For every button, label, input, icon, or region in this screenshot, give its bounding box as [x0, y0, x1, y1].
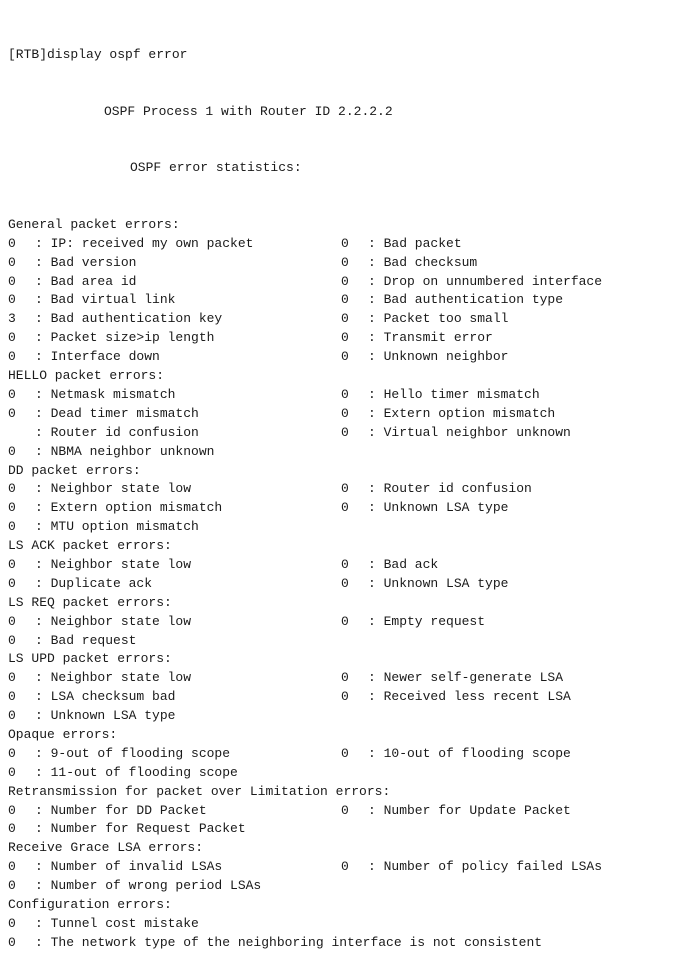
left-error-label: : Bad authentication key — [35, 311, 223, 327]
left-error-label: : Neighbor state low — [35, 613, 192, 629]
section-title: Opaque errors: — [8, 726, 118, 742]
right-error-label: : Bad ack — [368, 556, 439, 572]
error-row — [8, 707, 678, 726]
left-error-count: 0 — [8, 764, 16, 780]
error-row — [8, 291, 678, 310]
left-error-label: : Bad area id — [35, 273, 137, 289]
left-error-count: 0 — [8, 708, 16, 724]
right-error-count: 0 — [341, 575, 349, 591]
left-error-count: 0 — [8, 821, 16, 837]
error-row — [8, 254, 678, 273]
left-error-count: 0 — [8, 745, 16, 761]
error-row — [8, 424, 678, 443]
left-error-count: 0 — [8, 556, 16, 572]
right-error-label: : Empty request — [368, 613, 486, 629]
error-row — [8, 632, 678, 651]
left-error-count: 0 — [8, 330, 16, 346]
right-error-count: 0 — [341, 424, 349, 440]
error-row — [8, 745, 678, 764]
left-error-label: : Bad version — [35, 254, 137, 270]
left-error-label: : Duplicate ack — [35, 575, 153, 591]
right-error-label: : Router id confusion — [368, 481, 532, 497]
error-row — [8, 669, 678, 688]
right-error-label: : Newer self-generate LSA — [368, 670, 564, 686]
right-error-count: 0 — [341, 235, 349, 251]
error-row — [8, 329, 678, 348]
left-error-count: 0 — [8, 689, 16, 705]
section-title: LS UPD packet errors: — [8, 651, 172, 667]
left-error-count: 0 — [8, 292, 16, 308]
left-error-count: 0 — [8, 519, 16, 535]
error-row — [8, 518, 678, 537]
right-error-count: 0 — [341, 254, 349, 270]
section-title: DD packet errors: — [8, 462, 141, 478]
right-error-count: 0 — [341, 405, 349, 421]
error-row — [8, 405, 678, 424]
left-error-label: : Interface down — [35, 349, 160, 365]
section-title: Receive Grace LSA errors: — [8, 840, 204, 856]
left-error-count: 0 — [8, 405, 16, 421]
right-error-count: 0 — [341, 745, 349, 761]
section-title: General packet errors: — [8, 216, 180, 232]
right-error-count: 0 — [341, 311, 349, 327]
error-row — [8, 480, 678, 499]
left-error-label: : Neighbor state low — [35, 481, 192, 497]
right-error-count: 0 — [341, 273, 349, 289]
left-error-label: : Tunnel cost mistake — [35, 915, 199, 931]
right-error-label: : Drop on unnumbered interface — [368, 273, 603, 289]
left-error-count: 0 — [8, 349, 16, 365]
right-error-label: : Virtual neighbor unknown — [368, 424, 571, 440]
left-error-label: : 11-out of flooding scope — [35, 764, 238, 780]
left-error-label: : 9-out of flooding scope — [35, 745, 231, 761]
command-line: [RTB]display ospf error — [8, 46, 188, 62]
right-error-label: : Bad packet — [368, 235, 462, 251]
error-row — [8, 764, 678, 783]
right-error-count: 0 — [341, 859, 349, 875]
right-error-label: : Number of policy failed LSAs — [368, 859, 603, 875]
left-error-label: : Neighbor state low — [35, 670, 192, 686]
right-error-label: : Bad checksum — [368, 254, 478, 270]
left-error-label: : MTU option mismatch — [35, 519, 199, 535]
error-row — [8, 443, 678, 462]
left-error-label: : Neighbor state low — [35, 556, 192, 572]
error-row — [8, 386, 678, 405]
left-error-label: : The network type of the neighboring interface is not consistent — [35, 934, 543, 950]
left-error-label: : Unknown LSA type — [35, 708, 176, 724]
right-error-label: : Packet too small — [368, 311, 509, 327]
left-error-count: 0 — [8, 632, 16, 648]
error-row — [8, 877, 678, 896]
left-error-count: 0 — [8, 670, 16, 686]
left-error-label: : Router id confusion — [35, 424, 199, 440]
section-title: LS ACK packet errors: — [8, 538, 172, 554]
left-error-label: : Bad request — [35, 632, 137, 648]
right-error-label: : Unknown LSA type — [368, 500, 509, 516]
error-row — [8, 858, 678, 877]
left-error-label: : Packet size>ip length — [35, 330, 215, 346]
section-title: Configuration errors: — [8, 896, 172, 912]
error-row — [8, 688, 678, 707]
right-error-count: 0 — [341, 500, 349, 516]
left-error-count: 0 — [8, 273, 16, 289]
error-row — [8, 915, 678, 934]
right-error-label: : Hello timer mismatch — [368, 386, 540, 402]
left-error-count: 0 — [8, 443, 16, 459]
right-error-label: : Transmit error — [368, 330, 493, 346]
error-row — [8, 820, 678, 839]
section-title: HELLO packet errors: — [8, 368, 165, 384]
right-error-count: 0 — [341, 670, 349, 686]
right-error-count: 0 — [341, 330, 349, 346]
left-error-label: : LSA checksum bad — [35, 689, 176, 705]
error-row — [8, 348, 678, 367]
error-row — [8, 273, 678, 292]
error-row — [8, 310, 678, 329]
error-row — [8, 499, 678, 518]
right-error-count: 0 — [341, 481, 349, 497]
left-error-count: 0 — [8, 878, 16, 894]
right-error-count: 0 — [341, 386, 349, 402]
left-error-label: : NBMA neighbor unknown — [35, 443, 215, 459]
error-row — [8, 613, 678, 632]
right-error-label: : Extern option mismatch — [368, 405, 556, 421]
left-error-count: 0 — [8, 386, 16, 402]
right-error-count: 0 — [341, 292, 349, 308]
left-error-count: 0 — [8, 934, 16, 950]
error-row — [8, 575, 678, 594]
left-error-label: : Extern option mismatch — [35, 500, 223, 516]
left-error-count: 0 — [8, 613, 16, 629]
left-error-count: 0 — [8, 254, 16, 270]
error-row — [8, 802, 678, 821]
section-title: Retransmission for packet over Limitation errors: — [8, 783, 391, 799]
section-title: LS REQ packet errors: — [8, 594, 172, 610]
left-error-count: 0 — [8, 235, 16, 251]
left-error-count: 0 — [8, 575, 16, 591]
left-error-label: : Bad virtual link — [35, 292, 176, 308]
error-sections — [8, 216, 678, 953]
error-row — [8, 934, 678, 953]
left-error-label: : Number for Request Packet — [35, 821, 246, 837]
process-line: OSPF Process 1 with Router ID 2.2.2.2 — [104, 103, 393, 119]
error-row — [8, 556, 678, 575]
left-error-count: 3 — [8, 311, 16, 327]
right-error-label: : Bad authentication type — [368, 292, 564, 308]
left-error-count: 0 — [8, 500, 16, 516]
right-error-label: : Unknown LSA type — [368, 575, 509, 591]
left-error-label: : Dead timer mismatch — [35, 405, 199, 421]
left-error-label: : Number for DD Packet — [35, 802, 207, 818]
right-error-label: : 10-out of flooding scope — [368, 745, 571, 761]
right-error-count: 0 — [341, 689, 349, 705]
right-error-label: : Unknown neighbor — [368, 349, 509, 365]
left-error-label: : Netmask mismatch — [35, 386, 176, 402]
right-error-count: 0 — [341, 349, 349, 365]
right-error-label: : Received less recent LSA — [368, 689, 571, 705]
left-error-count: 0 — [8, 802, 16, 818]
left-error-count: 0 — [8, 859, 16, 875]
right-error-count: 0 — [341, 613, 349, 629]
left-error-label: : IP: received my own packet — [35, 235, 254, 251]
left-error-label: : Number of wrong period LSAs — [35, 878, 262, 894]
stats-title: OSPF error statistics: — [130, 160, 302, 176]
error-row — [8, 235, 678, 254]
right-error-label: : Number for Update Packet — [368, 802, 571, 818]
left-error-label: : Number of invalid LSAs — [35, 859, 223, 875]
left-error-count: 0 — [8, 915, 16, 931]
right-error-count: 0 — [341, 556, 349, 572]
left-error-count: 0 — [8, 481, 16, 497]
right-error-count: 0 — [341, 802, 349, 818]
